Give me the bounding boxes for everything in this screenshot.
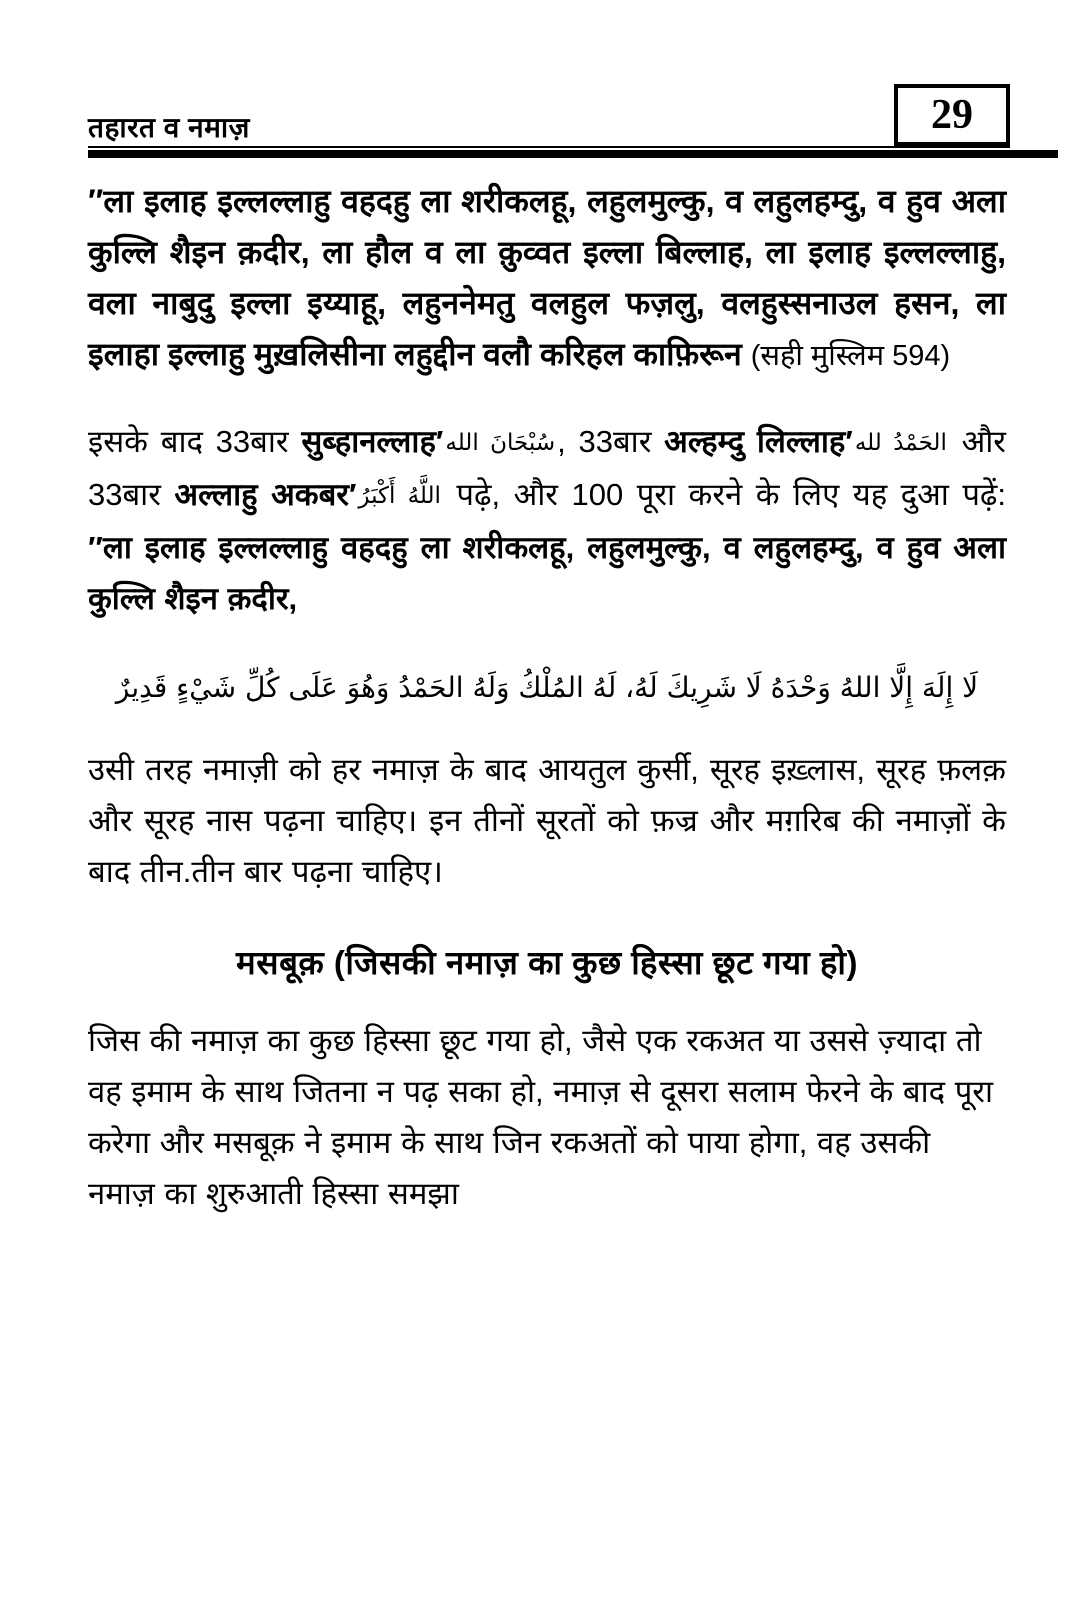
tasbih-seg-4: पढ़े, और 100 पूरा करने के लिए यह दुआ पढ़ें:	[442, 477, 1006, 512]
section-heading-masbooq: मसबूक़ (जिसकी नमाज़ का कुछ हिस्सा छूट गया हो)	[236, 944, 858, 981]
page-content	[88, 176, 1006, 1219]
dua-block-primary-source: (सही मुस्लिम 594)	[750, 340, 951, 372]
tasbih-seg-1: इसके बाद 33बार	[88, 424, 302, 459]
tasbih-bold-subhanallah: सुब्हानल्लाह′	[301, 424, 444, 459]
page-number: 29	[931, 92, 973, 138]
tasbih-seg-3: और 33बार	[88, 424, 1006, 512]
arabic-alhamdulillah: الحَمْدُ لله	[854, 430, 947, 456]
page-number-box	[894, 84, 1010, 146]
header-rule-thin	[88, 146, 1010, 148]
arabic-subhanallah: سُبْحَانَ الله	[445, 430, 556, 456]
spacer	[88, 382, 1006, 416]
dua-block-primary	[88, 176, 1006, 382]
header-rule-thick	[88, 150, 1058, 158]
tasbih-bold-alhamdulillah: अल्हम्दु लिल्लाह′	[664, 424, 853, 459]
masbooq-explanation-paragraph: जिस की नमाज़ का कुछ हिस्सा छूट गया हो, जैसे एक रकअत या उससे ज़्यादा तो वह इमाम के साथ जितना न पढ़ सका हो, नमाज़ से दूसरा सलाम फेरने के बाद पूरा करेगा और मसबूक़ ने इमाम के साथ जिन रकअतों को पाया होगा, वह उसकी नमाज़ का शुरुआती हिस्सा समझा	[88, 1023, 994, 1211]
spacer	[88, 624, 1006, 658]
arabic-dua-line: لَا إِلَهَ إِلَّا اللهُ وَحْدَهُ لَا شَرِيكَ لَهُ، لَهُ المُلْكُ وَلَهُ الحَمْدُ وَهُوَ عَلَى كُلِّ شَيْءٍ قَدِيرٌ	[115, 671, 979, 704]
running-header-title: तहारत व नमाज़	[88, 112, 250, 143]
spacer	[88, 897, 1006, 937]
surah-recitation-paragraph: उसी तरह नमाज़ी को हर नमाज़ के बाद आयतुल कुर्सी, सूरह इख़्लास, सूरह फ़लक़ और सूरह नास पढ़ना चाहिए। इन तीनों सूरतों को फ़ज्र और मग़रिब की नमाज़ों के बाद तीन.तीन बार पढ़ना चाहिए।	[88, 752, 1006, 889]
spacer	[88, 989, 1006, 1015]
spacer	[88, 718, 1006, 744]
page-header	[0, 86, 1086, 160]
dua-block-primary-text: ″ला इलाह इल्लल्लाहु वहदहु ला शरीकलहू, लहुलमुल्कु, व लहुलहम्दु, व हुव अला कुल्लि शैइन क़दीर, ला हौल व ला क़ुव्वत इल्ला बिल्लाह, ला इलाह इल्लल्लाहु, वला नाबुदु इल्ला इय्याहू, लहुननेमतु वलहुल फज़लु, वलहुस्सनाउल हसन, ला इलाहा इल्लाहु मुख़लिसीना लहुद्दीन वलौ करिहल काफ़िरून	[88, 183, 1006, 372]
arabic-allahuakbar: اللَّهُ أَكْبَرُ	[358, 483, 441, 509]
tasbih-instruction-paragraph	[88, 416, 1006, 624]
tasbih-seg-2: , 33बार	[557, 424, 665, 459]
tasbih-bold-allahuakbar: अल्लाहु अकबर′	[174, 477, 357, 512]
tasbih-bold-dua: ″ला इलाह इल्लल्लाहु वहदहु ला शरीकलहू, लहुलमुल्कु, व लहुलहम्दु, व हुव अला कुल्लि शैइन क़दीर,	[88, 530, 1006, 616]
